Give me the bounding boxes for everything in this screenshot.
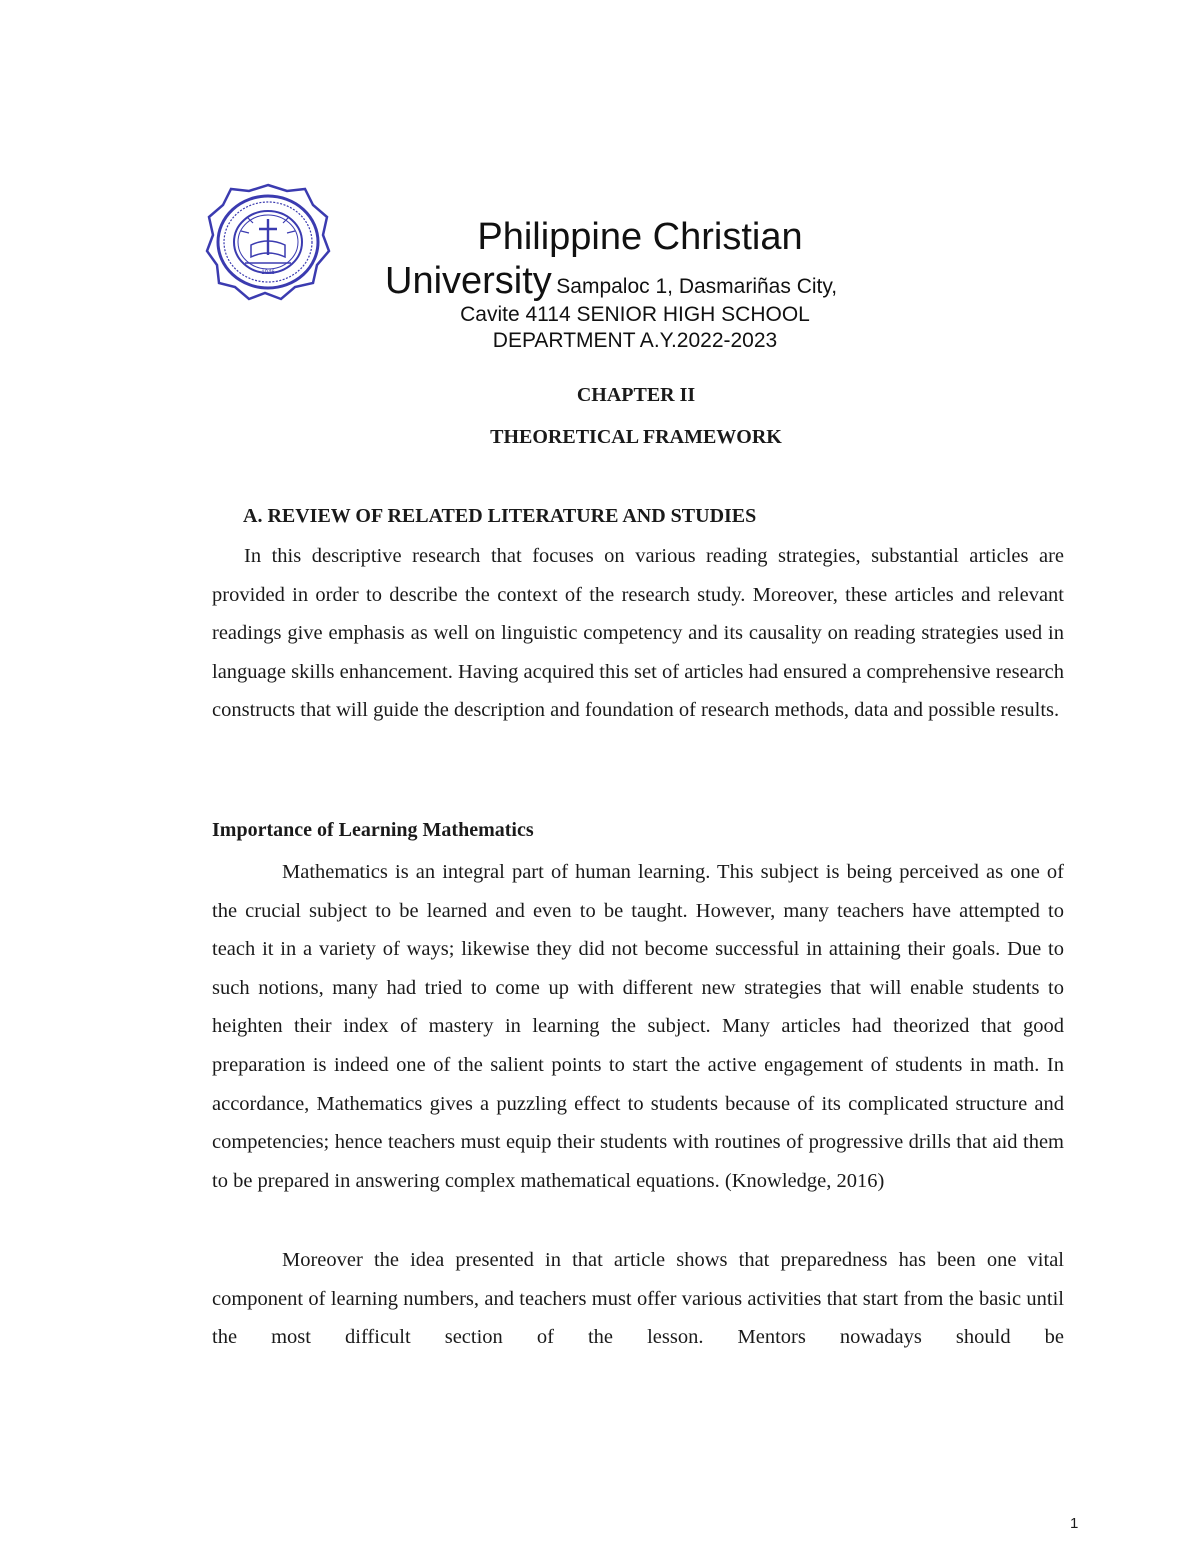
section-paragraph: In this descriptive research that focuses on various reading strategies, substantial articles are provided in order to describe the context of the research study. Moreover, these articles and relevant readings give emphasis as well on linguistic competency and its causality on reading strategies used in language skills enhancement. Having acquired this set of articles had ensured a comprehensive research constructs that will guide the description and foundation of research methods, data and possible results.: [212, 545, 1064, 722]
address-line-city: Cavite 4114 SENIOR HIGH SCHOOL: [460, 303, 810, 326]
university-name: Philippine Christian: [477, 216, 803, 258]
university-word: University: [385, 260, 552, 302]
university-address: [360, 302, 910, 354]
seal-emblem-icon: [205, 183, 331, 301]
subsection-heading: Importance of Learning Mathematics: [212, 819, 534, 841]
subsection-paragraph-2: Moreover the idea presented in that article shows that preparedness has been one vital component of learning numbers, and teachers must offer various activities that start from the basic until the most difficult section of the lesson. Mentors nowadays should be: [212, 1249, 1064, 1349]
page-number: 1: [1070, 1515, 1079, 1532]
svg-text:1946: 1946: [261, 270, 275, 276]
address-line-department: DEPARTMENT A.Y.2022-2023: [492, 329, 778, 352]
chapter-title: THEORETICAL FRAMEWORK: [490, 426, 782, 448]
university-name-line2: [385, 260, 837, 303]
section-heading: A. REVIEW OF RELATED LITERATURE AND STUDIES: [243, 505, 757, 527]
subsection-paragraph-1: Mathematics is an integral part of human learning. This subject is being perceived as one of the crucial subject to be learned and even to be taught. However, many teachers have attempted to teach it in a variety of ways; likewise they did not become successful in attaining their goals. Due to such notions, many had tried to come up with different new strategies that will enable students to heighten their index of mastery in learning the subject. Many articles had theorized that good preparation is indeed one of the salient points to start the active engagement of students in math. In accordance, Mathematics gives a puzzling effect to students because of its complicated structure and competencies; hence teachers must equip their students with routines of progressive drills that aid them to be prepared in answering complex mathematical equations. (Knowledge, 2016): [212, 861, 1064, 1192]
university-address-inline: Sampaloc 1, Dasmariñas City,: [556, 275, 838, 298]
university-seal-logo: [205, 183, 331, 301]
chapter-number: CHAPTER II: [576, 384, 696, 406]
